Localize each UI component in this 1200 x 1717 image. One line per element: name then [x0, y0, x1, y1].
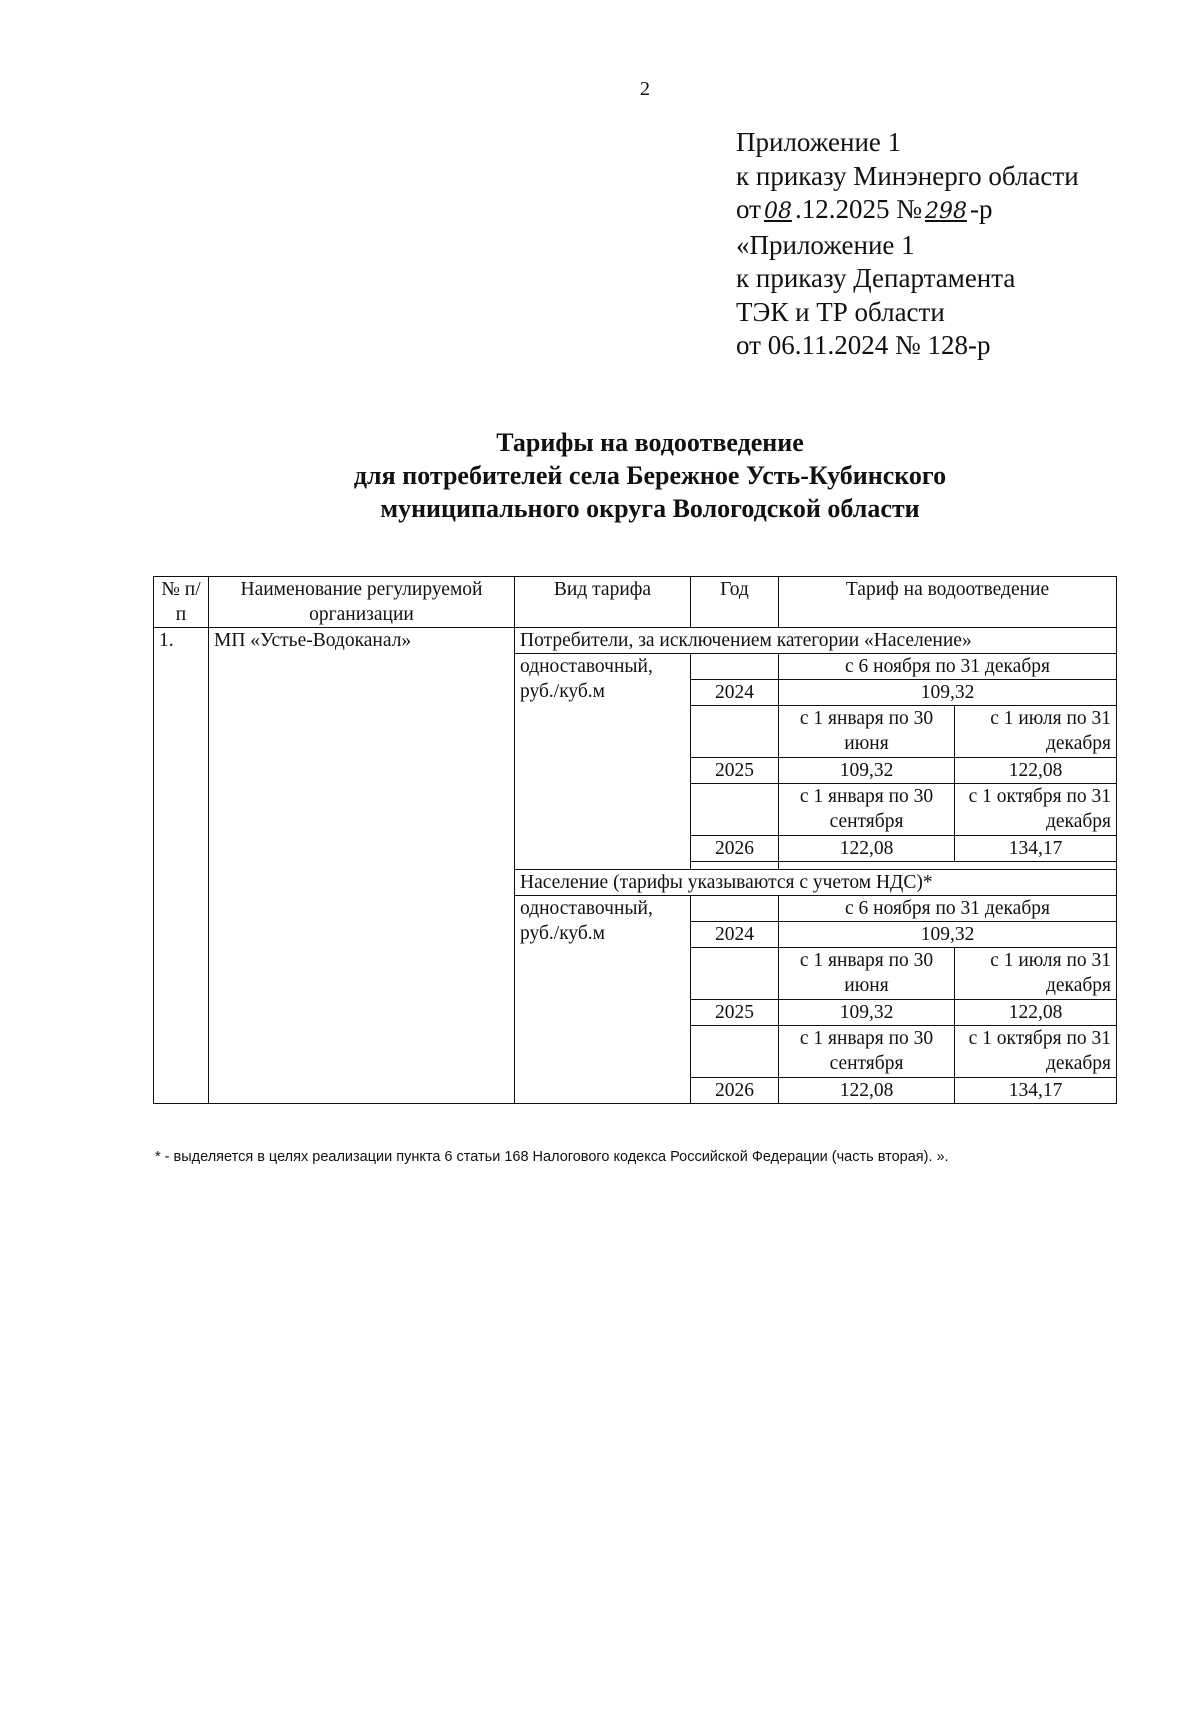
value-cell: 122,08 — [955, 1000, 1117, 1026]
empty-cell — [691, 862, 779, 870]
appendix-line-7: от 06.11.2024 № 128-р — [736, 330, 991, 360]
page-number: 2 — [640, 78, 650, 100]
period-cell: с 6 ноября по 31 декабря — [779, 896, 1117, 922]
empty-cell — [691, 654, 779, 680]
tariff-type: одноставочный, руб./куб.м — [515, 896, 691, 1104]
title-line-1: Тарифы на водоотведение — [496, 428, 804, 457]
row-number: 1. — [154, 628, 209, 1104]
tariff-table — [153, 576, 1117, 1104]
handwritten-day: 08 — [763, 199, 792, 224]
value-cell: 122,08 — [779, 836, 955, 862]
period-cell: с 1 июля по 31 декабря — [955, 706, 1117, 758]
header-year: Год — [691, 577, 779, 628]
value-cell: 134,17 — [955, 1078, 1117, 1104]
appendix-date-prefix: от — [736, 194, 761, 224]
appendix-line-4: «Приложение 1 — [736, 229, 915, 260]
value-cell: 109,32 — [779, 758, 955, 784]
value-cell: 109,32 — [779, 680, 1117, 706]
period-cell: с 1 июля по 31 декабря — [955, 948, 1117, 1000]
appendix-line-5: к приказу Департамента — [736, 263, 1016, 293]
period-cell: с 1 октября по 31 декабря — [955, 1026, 1117, 1078]
title-line-2: для потребителей села Бережное Усть-Кубинского — [353, 461, 947, 490]
value-cell: 122,08 — [779, 1078, 955, 1104]
appendix-line-3 — [736, 193, 1079, 229]
year-cell: 2024 — [691, 922, 779, 948]
header-num: № п/п — [154, 577, 209, 628]
value-cell: 134,17 — [955, 836, 1117, 862]
year-cell: 2024 — [691, 680, 779, 706]
year-cell: 2025 — [691, 1000, 779, 1026]
period-cell: с 6 ноября по 31 декабря — [779, 654, 1117, 680]
empty-cell — [779, 862, 1117, 870]
period-cell: с 1 января по 30 июня — [779, 948, 955, 1000]
empty-cell — [691, 706, 779, 758]
value-cell: 122,08 — [955, 758, 1117, 784]
value-cell: 109,32 — [779, 1000, 955, 1026]
empty-cell — [691, 896, 779, 922]
appendix-line-1: Приложение 1 — [736, 127, 902, 157]
header-org: Наименование регулируемой организации — [209, 577, 515, 628]
category-label: Население (тарифы указываются с учетом НДС)* — [515, 870, 1117, 896]
title-line-3: муниципального округа Вологодской области — [380, 494, 920, 523]
appendix-line-2: к приказу Минэнерго области — [736, 160, 1079, 191]
header-type: Вид тарифа — [515, 577, 691, 628]
period-cell: с 1 января по 30 сентября — [779, 1026, 955, 1078]
year-cell: 2025 — [691, 758, 779, 784]
empty-cell — [691, 784, 779, 836]
value-cell: 109,32 — [779, 922, 1117, 948]
period-cell: с 1 октября по 31 декабря — [955, 784, 1117, 836]
header-tariff: Тариф на водоотведение — [779, 577, 1117, 628]
appendix-block — [736, 126, 1079, 363]
footnote: * - выделяется в целях реализации пункта 6 статьи 168 Налогового кодекса Российской Федерации (часть вторая). ». — [155, 1149, 949, 1165]
table-row — [154, 628, 1117, 654]
appendix-date-mid: .12.2025 № — [794, 194, 922, 224]
empty-cell — [691, 948, 779, 1000]
category-label: Потребители, за исключением категории «Население» — [515, 628, 1117, 654]
period-cell: с 1 января по 30 июня — [779, 706, 955, 758]
empty-cell — [691, 1026, 779, 1078]
handwritten-order-number: 298 — [924, 199, 967, 224]
tariff-type: одноставочный, руб./куб.м — [515, 654, 691, 870]
appendix-line-6: ТЭК и ТР области — [736, 296, 945, 327]
year-cell: 2026 — [691, 1078, 779, 1104]
appendix-date-suffix: -р — [969, 194, 993, 224]
year-cell: 2026 — [691, 836, 779, 862]
document-title — [150, 426, 1150, 525]
table-header-row — [154, 577, 1117, 628]
period-cell: с 1 января по 30 сентября — [779, 784, 955, 836]
org-name: МП «Устье-Водоканал» — [209, 628, 515, 1104]
